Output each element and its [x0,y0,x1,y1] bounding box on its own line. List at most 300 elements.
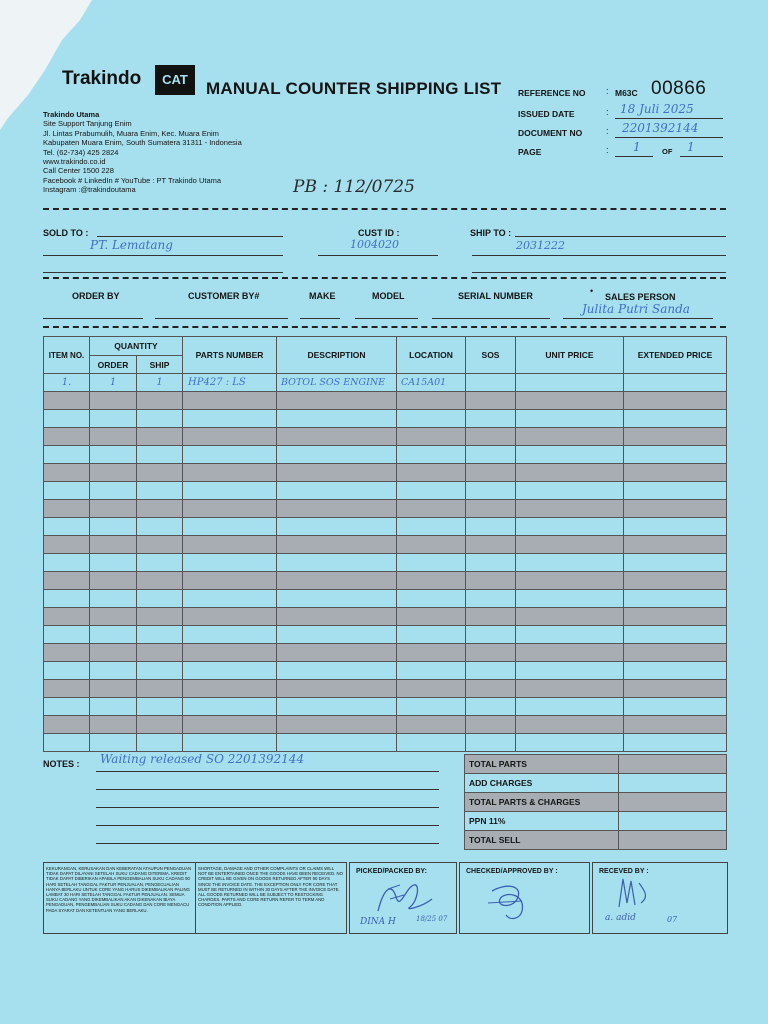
add-charges-value [619,774,727,793]
notes-line [96,843,439,844]
dashed-divider [43,208,726,210]
cell-sos [466,428,516,446]
cell-item-no [44,644,90,662]
cell-description [277,572,397,590]
total-parts-value [619,755,727,774]
header-location: LOCATION [397,337,466,374]
cell-item-no [44,608,90,626]
cell-ship-qty [137,644,183,662]
cell-order-qty [90,644,137,662]
cell-unit-price [516,608,624,626]
cell-location: CA15A01 [397,374,466,392]
cell-location [397,734,466,752]
page-value: 1 [633,140,641,154]
cell-unit-price [516,680,624,698]
cell-sos [466,392,516,410]
table-row [44,374,727,392]
cell-extended-price [624,734,727,752]
header-item-no: ITEM NO. [44,337,90,374]
cell-order-qty [90,662,137,680]
cell-ship-qty [137,518,183,536]
table-row [44,518,727,536]
cell-ship-qty [137,392,183,410]
cell-ship-qty [137,500,183,518]
cell-unit-price [516,518,624,536]
make-line [300,318,340,319]
cell-item-no: 1. [44,374,90,392]
pb-handwritten-note: PB : 112/0725 [293,177,415,197]
cell-description [277,500,397,518]
ship-to-value: 2031222 [516,239,565,252]
cell-order-qty [90,590,137,608]
cell-ship-qty [137,590,183,608]
cell-description [277,482,397,500]
checked-approved-label: CHECKED/APPROVED BY : [466,868,558,875]
received-signature [609,873,659,913]
cell-unit-price [516,428,624,446]
sold-to-label: SOLD TO : [43,228,89,238]
table-row [44,428,727,446]
cell-description [277,716,397,734]
cell-item-no [44,572,90,590]
cust-id-label: CUST ID : [358,228,400,238]
cell-item-no [44,464,90,482]
cell-ship-qty [137,662,183,680]
cell-parts-number [183,482,277,500]
add-charges-label: ADD CHARGES [465,774,619,793]
cell-item-no [44,626,90,644]
totals-row [465,774,727,793]
cust-id-line [318,255,438,256]
cell-parts-number: HP427 : LS [183,374,277,392]
totals-row [465,812,727,831]
table-row [44,626,727,644]
total-parts-charges-label: TOTAL PARTS & CHARGES [465,793,619,812]
cell-parts-number [183,554,277,572]
page-line [615,156,653,157]
cell-order-qty [90,536,137,554]
ship-to-label: SHIP TO : [470,228,512,238]
cell-unit-price [516,662,624,680]
cell-parts-number [183,644,277,662]
reference-label: REFERENCE NO [518,88,586,98]
cell-location [397,428,466,446]
cell-order-qty [90,680,137,698]
cell-order-qty [90,518,137,536]
cell-parts-number [183,716,277,734]
totals-table [464,754,727,850]
table-row [44,680,727,698]
serial-line [432,318,550,319]
cell-order-qty [90,392,137,410]
cell-location [397,410,466,428]
company-line: www.trakindo.co.id [43,157,106,167]
sold-to-value: PT. Lematang [90,238,173,252]
cell-ship-qty [137,482,183,500]
cell-order-qty [90,482,137,500]
serial-number-label: SERIAL NUMBER [458,291,533,301]
cell-description [277,590,397,608]
cell-order-qty [90,428,137,446]
cell-extended-price [624,500,727,518]
cell-extended-price [624,644,727,662]
table-row [44,734,727,752]
cell-item-no [44,536,90,554]
terms-box [43,862,347,934]
notes-line [96,789,439,790]
notes-label: NOTES : [43,759,80,769]
ppn-label: PPN 11% [465,812,619,831]
cell-extended-price [624,482,727,500]
cell-item-no [44,716,90,734]
cell-parts-number [183,518,277,536]
cell-unit-price [516,392,624,410]
cell-sos [466,518,516,536]
header-quantity: QUANTITY [90,337,183,356]
cell-ship-qty [137,608,183,626]
cell-parts-number [183,662,277,680]
cell-description: BOTOL SOS ENGINE [277,374,397,392]
cell-sos [466,374,516,392]
sales-person-label: SALES PERSON [605,292,676,302]
page-label: PAGE [518,147,542,157]
cell-extended-price [624,698,727,716]
model-line [355,318,418,319]
cell-order-qty [90,446,137,464]
cell-description [277,518,397,536]
cell-extended-price [624,572,727,590]
cell-unit-price [516,464,624,482]
customer-by-line [155,318,288,319]
table-row [44,572,727,590]
cell-location [397,716,466,734]
cell-unit-price [516,554,624,572]
totals-row [465,831,727,850]
cell-order-qty [90,626,137,644]
cell-extended-price [624,716,727,734]
cell-order-qty [90,572,137,590]
ship-to-line-3 [472,272,726,273]
company-line: Kabupaten Muara Enim, South Sumatera 31311 - Indonesia [43,138,242,148]
cell-description [277,536,397,554]
sold-to-line-3 [43,272,283,273]
items-table [43,336,727,752]
cell-location [397,644,466,662]
cell-extended-price [624,626,727,644]
cell-order-qty: 1 [90,374,137,392]
cell-sos [466,644,516,662]
cell-extended-price [624,446,727,464]
cell-sos [466,608,516,626]
cell-extended-price [624,428,727,446]
cell-parts-number [183,536,277,554]
cell-sos [466,734,516,752]
sales-person-value: Julita Putri Sanda [582,302,690,316]
cell-description [277,608,397,626]
cell-unit-price [516,716,624,734]
notes-line [96,771,439,772]
cell-item-no [44,554,90,572]
cell-extended-price [624,590,727,608]
cell-location [397,392,466,410]
colon: : [606,107,609,117]
cell-item-no [44,590,90,608]
cell-item-no [44,392,90,410]
cell-ship-qty: 1 [137,374,183,392]
checked-signature [482,879,542,925]
make-label: MAKE [309,291,336,301]
cell-ship-qty [137,410,183,428]
company-line: Jl. Lintas Prabumulih, Muara Enim, Kec. Muara Enim [43,128,219,138]
cell-ship-qty [137,680,183,698]
cell-sos [466,626,516,644]
issued-date-line [615,118,723,119]
cell-order-qty [90,464,137,482]
cust-id-value: 1004020 [350,238,399,251]
cell-unit-price [516,500,624,518]
company-line: Tel. (62-734) 425 2824 [43,147,119,157]
cell-description [277,464,397,482]
totals-row [465,793,727,812]
cell-item-no [44,410,90,428]
document-no-line [615,137,723,138]
cell-item-no [44,446,90,464]
cell-location [397,500,466,518]
trakindo-logo-text: Trakindo [62,68,142,89]
table-row [44,662,727,680]
table-row [44,536,727,554]
cell-order-qty [90,410,137,428]
company-line: Instagram :@trakindoutama [43,185,136,195]
notes-line [96,825,439,826]
received-by-label: RECEVED BY : [599,868,649,875]
company-line: Facebook # LinkedIn # YouTube : PT Trakindo Utama [43,175,222,185]
cell-description [277,554,397,572]
cell-sos [466,446,516,464]
reference-prefix: M63C [615,88,638,98]
cell-location [397,626,466,644]
cell-parts-number [183,572,277,590]
colon: : [606,126,609,136]
reference-number: 00866 [651,78,707,99]
cell-ship-qty [137,428,183,446]
cell-description [277,392,397,410]
cell-ship-qty [137,536,183,554]
table-row [44,698,727,716]
table-row [44,716,727,734]
cell-ship-qty [137,572,183,590]
total-parts-charges-value [619,793,727,812]
cell-sos [466,554,516,572]
cell-ship-qty [137,554,183,572]
cell-order-qty [90,716,137,734]
order-by-label: ORDER BY [72,291,120,301]
cell-order-qty [90,500,137,518]
cell-unit-price [516,626,624,644]
cell-extended-price [624,374,727,392]
colon: : [606,86,609,96]
cell-extended-price [624,464,727,482]
picked-name: DINA H [360,917,396,927]
total-sell-value [619,831,727,850]
colon: : [606,145,609,155]
table-row [44,590,727,608]
cell-location [397,518,466,536]
notes-value: Waiting released SO 2201392144 [100,752,305,766]
issued-date-value: 18 Juli 2025 [620,102,694,116]
table-row [44,608,727,626]
cell-order-qty [90,554,137,572]
page-total-line [680,156,723,157]
cell-extended-price [624,608,727,626]
cell-extended-price [624,392,727,410]
sold-to-line [97,236,283,237]
table-row [44,464,727,482]
header-order: ORDER [90,356,137,374]
cell-sos [466,590,516,608]
picked-packed-box [349,862,457,934]
cell-parts-number [183,428,277,446]
cell-extended-price [624,410,727,428]
terms-english: SHORTAGE, DAMAGE AND OTHER COMPLAINTS OR CLAIMS WILL NOT BE ENTERTAINED ONCE THE GOODS HAVE BEEN RECEIVED. NO CREDIT WILL BE GIVEN ON GOODS RETURNED AFTER 90 DAYS SINCE THE INVOICE DATE. THE EXCEPTION ONLY FOR CORE THAT MUST BE RETURNED IN WITHIN 30 DAYS AFTER THE INVOICE DATE. ALL GOODS RETURNED WILL BE SUBJECT TO RESTOCKING CHARGES. PARTS AND CORE RETURN REFER TO TERM AND CONDITION APPLIED. [198,866,344,908]
table-row [44,644,727,662]
cell-location [397,680,466,698]
cell-sos [466,572,516,590]
cell-unit-price [516,536,624,554]
table-row [44,500,727,518]
dashed-divider [43,277,726,279]
table-row [44,446,727,464]
cell-sos [466,698,516,716]
cell-unit-price [516,482,624,500]
picked-packed-label: PICKED/PACKED BY: [356,868,427,875]
cell-parts-number [183,698,277,716]
cell-location [397,446,466,464]
company-line: Site Support Tanjung Enim [43,119,132,129]
cell-item-no [44,500,90,518]
document-title: MANUAL COUNTER SHIPPING LIST [206,79,502,98]
cell-description [277,662,397,680]
cell-description [277,698,397,716]
sales-person-line [563,318,713,319]
cell-extended-price [624,536,727,554]
asterisk-mark: • [590,286,594,296]
document-no-value: 2201392144 [622,121,699,135]
company-line: Call Center 1500 228 [43,166,114,176]
cell-sos [466,482,516,500]
table-row [44,410,727,428]
cell-location [397,554,466,572]
cat-logo-badge: CAT [155,65,195,95]
cell-unit-price [516,572,624,590]
received-by-box [592,862,728,934]
dashed-divider [43,326,726,328]
cell-location [397,572,466,590]
header-parts-number: PARTS NUMBER [183,337,277,374]
header-extended-price: EXTENDED PRICE [624,337,727,374]
header-description: DESCRIPTION [277,337,397,374]
cell-item-no [44,698,90,716]
cell-item-no [44,428,90,446]
cell-parts-number [183,446,277,464]
cell-sos [466,680,516,698]
page-of: OF [662,147,673,156]
cell-parts-number [183,464,277,482]
customer-by-label: CUSTOMER BY# [188,291,260,301]
cell-ship-qty [137,446,183,464]
cell-ship-qty [137,464,183,482]
ppn-value [619,812,727,831]
cell-order-qty [90,608,137,626]
cell-location [397,536,466,554]
cell-sos [466,464,516,482]
model-label: MODEL [372,291,405,301]
cell-sos [466,662,516,680]
total-parts-label: TOTAL PARTS [465,755,619,774]
header-ship: SHIP [137,356,183,374]
cell-unit-price [516,590,624,608]
cell-parts-number [183,392,277,410]
cell-unit-price [516,698,624,716]
cell-description [277,626,397,644]
cell-ship-qty [137,626,183,644]
cell-sos [466,716,516,734]
items-table-body [44,374,727,752]
cell-ship-qty [137,716,183,734]
cell-extended-price [624,554,727,572]
received-name: a. adid [605,913,636,923]
picked-date: 18/25 07 [416,915,448,923]
cell-description [277,734,397,752]
cell-item-no [44,518,90,536]
sold-to-line-2 [43,255,283,256]
cell-parts-number [183,590,277,608]
cell-item-no [44,482,90,500]
terms-indonesian: KEKURANGAN, KERUSAKAN DAN KEBERATAN ATAUPUN PENGADUAN TIDAK DAPAT DILAYANI SETELAH SUKU CADANG DITERIMA. KREDIT TIDAK DAPAT DIBERIKAN APABILA PENGEMBALIAN SUKU CADANG 90 HARI SETELAH TANGGAL FAKTUR PENJUALAN, PENGECUALIAN HANYA BERLAKU UNTUK CORE YANG HARUS DIKEMBALIKAN PALING LAMBAT 30 HARI SETELAH TANGGAL FAKTUR PENJUALAN. SEMUA SUKU CADANG YANG DIKEMBALIKAN AKAN DIKENAKAN BIAYA PENGADUAN, PENGEMBALIAN SUKU CADANG DAN CORE MENGACU PADA SYARAT DAN KETENTUAN YANG BERLAKU. [46,866,192,913]
terms-divider [195,863,196,933]
cell-unit-price [516,374,624,392]
cell-unit-price [516,410,624,428]
cell-location [397,482,466,500]
cell-unit-price [516,734,624,752]
cell-sos [466,410,516,428]
cell-parts-number [183,734,277,752]
cell-order-qty [90,698,137,716]
cell-parts-number [183,410,277,428]
cell-parts-number [183,500,277,518]
cell-parts-number [183,626,277,644]
cell-location [397,662,466,680]
cell-location [397,698,466,716]
cell-location [397,590,466,608]
page-total: 1 [687,140,695,154]
cell-extended-price [624,518,727,536]
cell-ship-qty [137,734,183,752]
total-sell-label: TOTAL SELL [465,831,619,850]
checked-approved-box [459,862,590,934]
ship-to-line-2 [472,255,726,256]
cell-description [277,446,397,464]
ship-to-line [515,236,726,237]
cell-order-qty [90,734,137,752]
cell-parts-number [183,608,277,626]
cell-unit-price [516,644,624,662]
cell-description [277,410,397,428]
header-sos: SOS [466,337,516,374]
cell-description [277,680,397,698]
issued-date-label: ISSUED DATE [518,109,575,119]
table-row [44,554,727,572]
